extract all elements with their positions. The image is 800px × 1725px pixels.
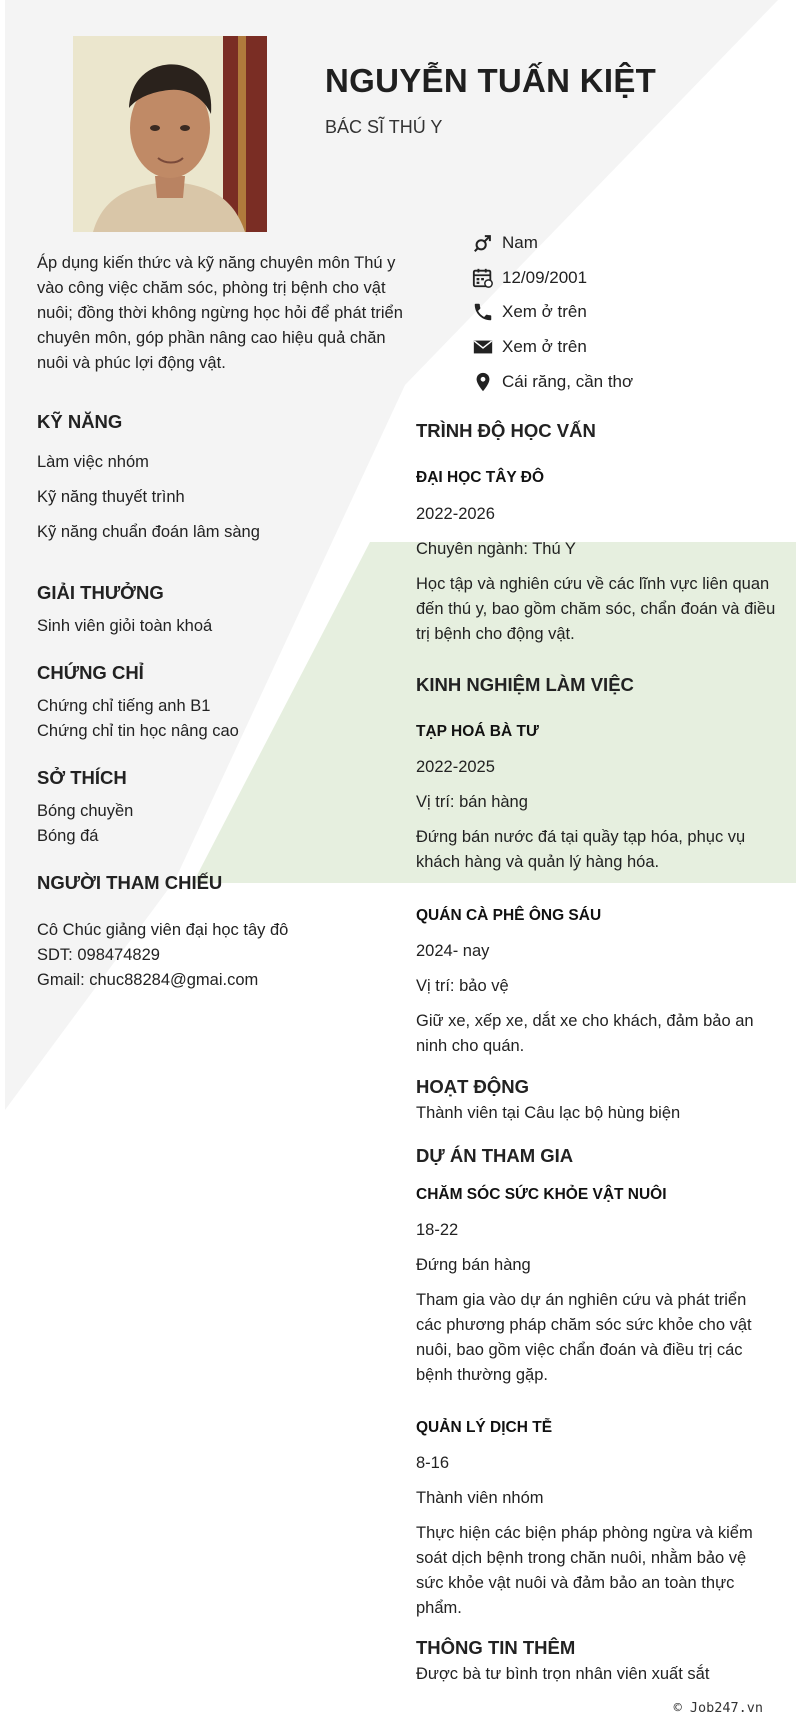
gender-value: Nam <box>502 233 538 252</box>
extra-info-heading: THÔNG TIN THÊM <box>416 1637 576 1658</box>
contact-email <box>472 332 792 362</box>
certificate-item: Chứng chỉ tiếng anh B1 <box>37 697 211 715</box>
job-period: 2022-2025 <box>416 758 495 776</box>
certificates-heading: CHỨNG CHỈ <box>37 662 144 683</box>
project-name: QUẢN LÝ DỊCH TỄ <box>416 1419 553 1436</box>
job-position: Vị trí: bảo vệ <box>416 977 509 995</box>
candidate-name: NGUYỄN TUẤN KIỆT <box>325 62 657 99</box>
job-title: BÁC SĨ THÚ Y <box>325 117 443 137</box>
skill-item: Làm việc nhóm <box>37 453 149 471</box>
project-period: 8-16 <box>416 1454 450 1472</box>
phone-value: Xem ở trên <box>502 302 587 321</box>
job-position: Vị trí: bán hàng <box>416 793 528 811</box>
activity-item: Thành viên tại Câu lạc bộ hùng biện <box>416 1104 681 1122</box>
gender-icon <box>472 232 494 254</box>
contact-gender <box>472 228 792 258</box>
reference-line: Cô Chúc giảng viên đại học tây đô <box>37 921 289 939</box>
hobbies-heading: SỞ THÍCH <box>37 767 127 788</box>
email-value: Xem ở trên <box>502 337 587 356</box>
skill-item: Kỹ năng chuẩn đoán lâm sàng <box>37 523 260 541</box>
contact-address <box>472 367 792 397</box>
skill-item: Kỹ năng thuyết trình <box>37 488 185 506</box>
extra-info-text: Được bà tư bình trọn nhân viên xuất sắt <box>416 1665 710 1683</box>
profile-photo <box>73 36 267 232</box>
skills-heading: KỸ NĂNG <box>37 411 123 432</box>
contact-birthday <box>472 263 792 293</box>
references-heading: NGƯỜI THAM CHIẾU <box>37 872 223 893</box>
birthday-value: 12/09/2001 <box>502 268 588 287</box>
job-period: 2024- nay <box>416 942 490 960</box>
education-heading: TRÌNH ĐỘ HỌC VẤN <box>416 420 596 441</box>
job-description: Đứng bán nước đá tại quầy tạp hóa, phục vụ khách hàng và quản lý hàng hóa. <box>416 828 746 871</box>
career-objective: Áp dụng kiến thức và kỹ năng chuyên môn Thú y vào công việc chăm sóc, phòng trị bệnh cho vật nuôi; đồng thời không ngừng học hỏi để phát triển chuyên môn, góp phần nâng cao hiệu quả chăn nuôi và phúc lợi động vật. <box>37 254 403 372</box>
job-description: Giữ xe, xếp xe, dắt xe cho khách, đảm bảo an ninh cho quán. <box>416 1012 754 1055</box>
reference-line: Gmail: chuc88284@gmai.com <box>37 971 259 989</box>
job-company: TẠP HOÁ BÀ TƯ <box>416 723 539 740</box>
education-major: Chuyên ngành: Thú Y <box>416 540 576 558</box>
location-pin-icon <box>472 371 494 393</box>
email-icon <box>472 336 494 358</box>
footer-watermark: © Job247.vn <box>673 1700 763 1716</box>
activities-heading: HOẠT ĐỘNG <box>416 1076 530 1097</box>
education-school: ĐẠI HỌC TÂY ĐÔ <box>416 469 545 486</box>
certificate-item: Chứng chỉ tin học nâng cao <box>37 722 239 740</box>
experience-heading: KINH NGHIỆM LÀM VIỆC <box>416 674 634 695</box>
project-role: Đứng bán hàng <box>416 1256 531 1274</box>
project-description: Tham gia vào dự án nghiên cứu và phát triển các phương pháp chăm sóc sức khỏe cho vật nuôi, bao gồm việc chẩn đoán và điều trị các bệnh thường gặp. <box>416 1291 752 1384</box>
education-description: Học tập và nghiên cứu về các lĩnh vực liên quan đến thú y, bao gồm chăm sóc, chẩn đoán và điều trị bệnh cho động vật. <box>416 575 776 643</box>
project-role: Thành viên nhóm <box>416 1489 544 1507</box>
project-name: CHĂM SÓC SỨC KHỎE VẬT NUÔI <box>416 1186 667 1203</box>
education-period: 2022-2026 <box>416 505 495 523</box>
address-value: Cái răng, cần thơ <box>502 372 634 391</box>
project-description: Thực hiện các biện pháp phòng ngừa và kiểm soát dịch bệnh trong chăn nuôi, nhằm bảo vệ sức khỏe vật nuôi và đảm bảo an toàn thực phẩm. <box>416 1524 753 1617</box>
awards-heading: GIẢI THƯỞNG <box>37 582 164 603</box>
job-company: QUÁN CÀ PHÊ ÔNG SÁU <box>416 907 602 924</box>
hobby-item: Bóng chuyền <box>37 802 134 820</box>
phone-icon <box>472 301 494 323</box>
project-period: 18-22 <box>416 1221 459 1239</box>
reference-line: SDT: 098474829 <box>37 946 160 964</box>
hobby-item: Bóng đá <box>37 827 99 845</box>
projects-heading: DỰ ÁN THAM GIA <box>416 1145 574 1166</box>
award-item: Sinh viên giỏi toàn khoá <box>37 617 213 635</box>
contact-phone <box>472 297 792 327</box>
calendar-icon <box>472 267 494 289</box>
